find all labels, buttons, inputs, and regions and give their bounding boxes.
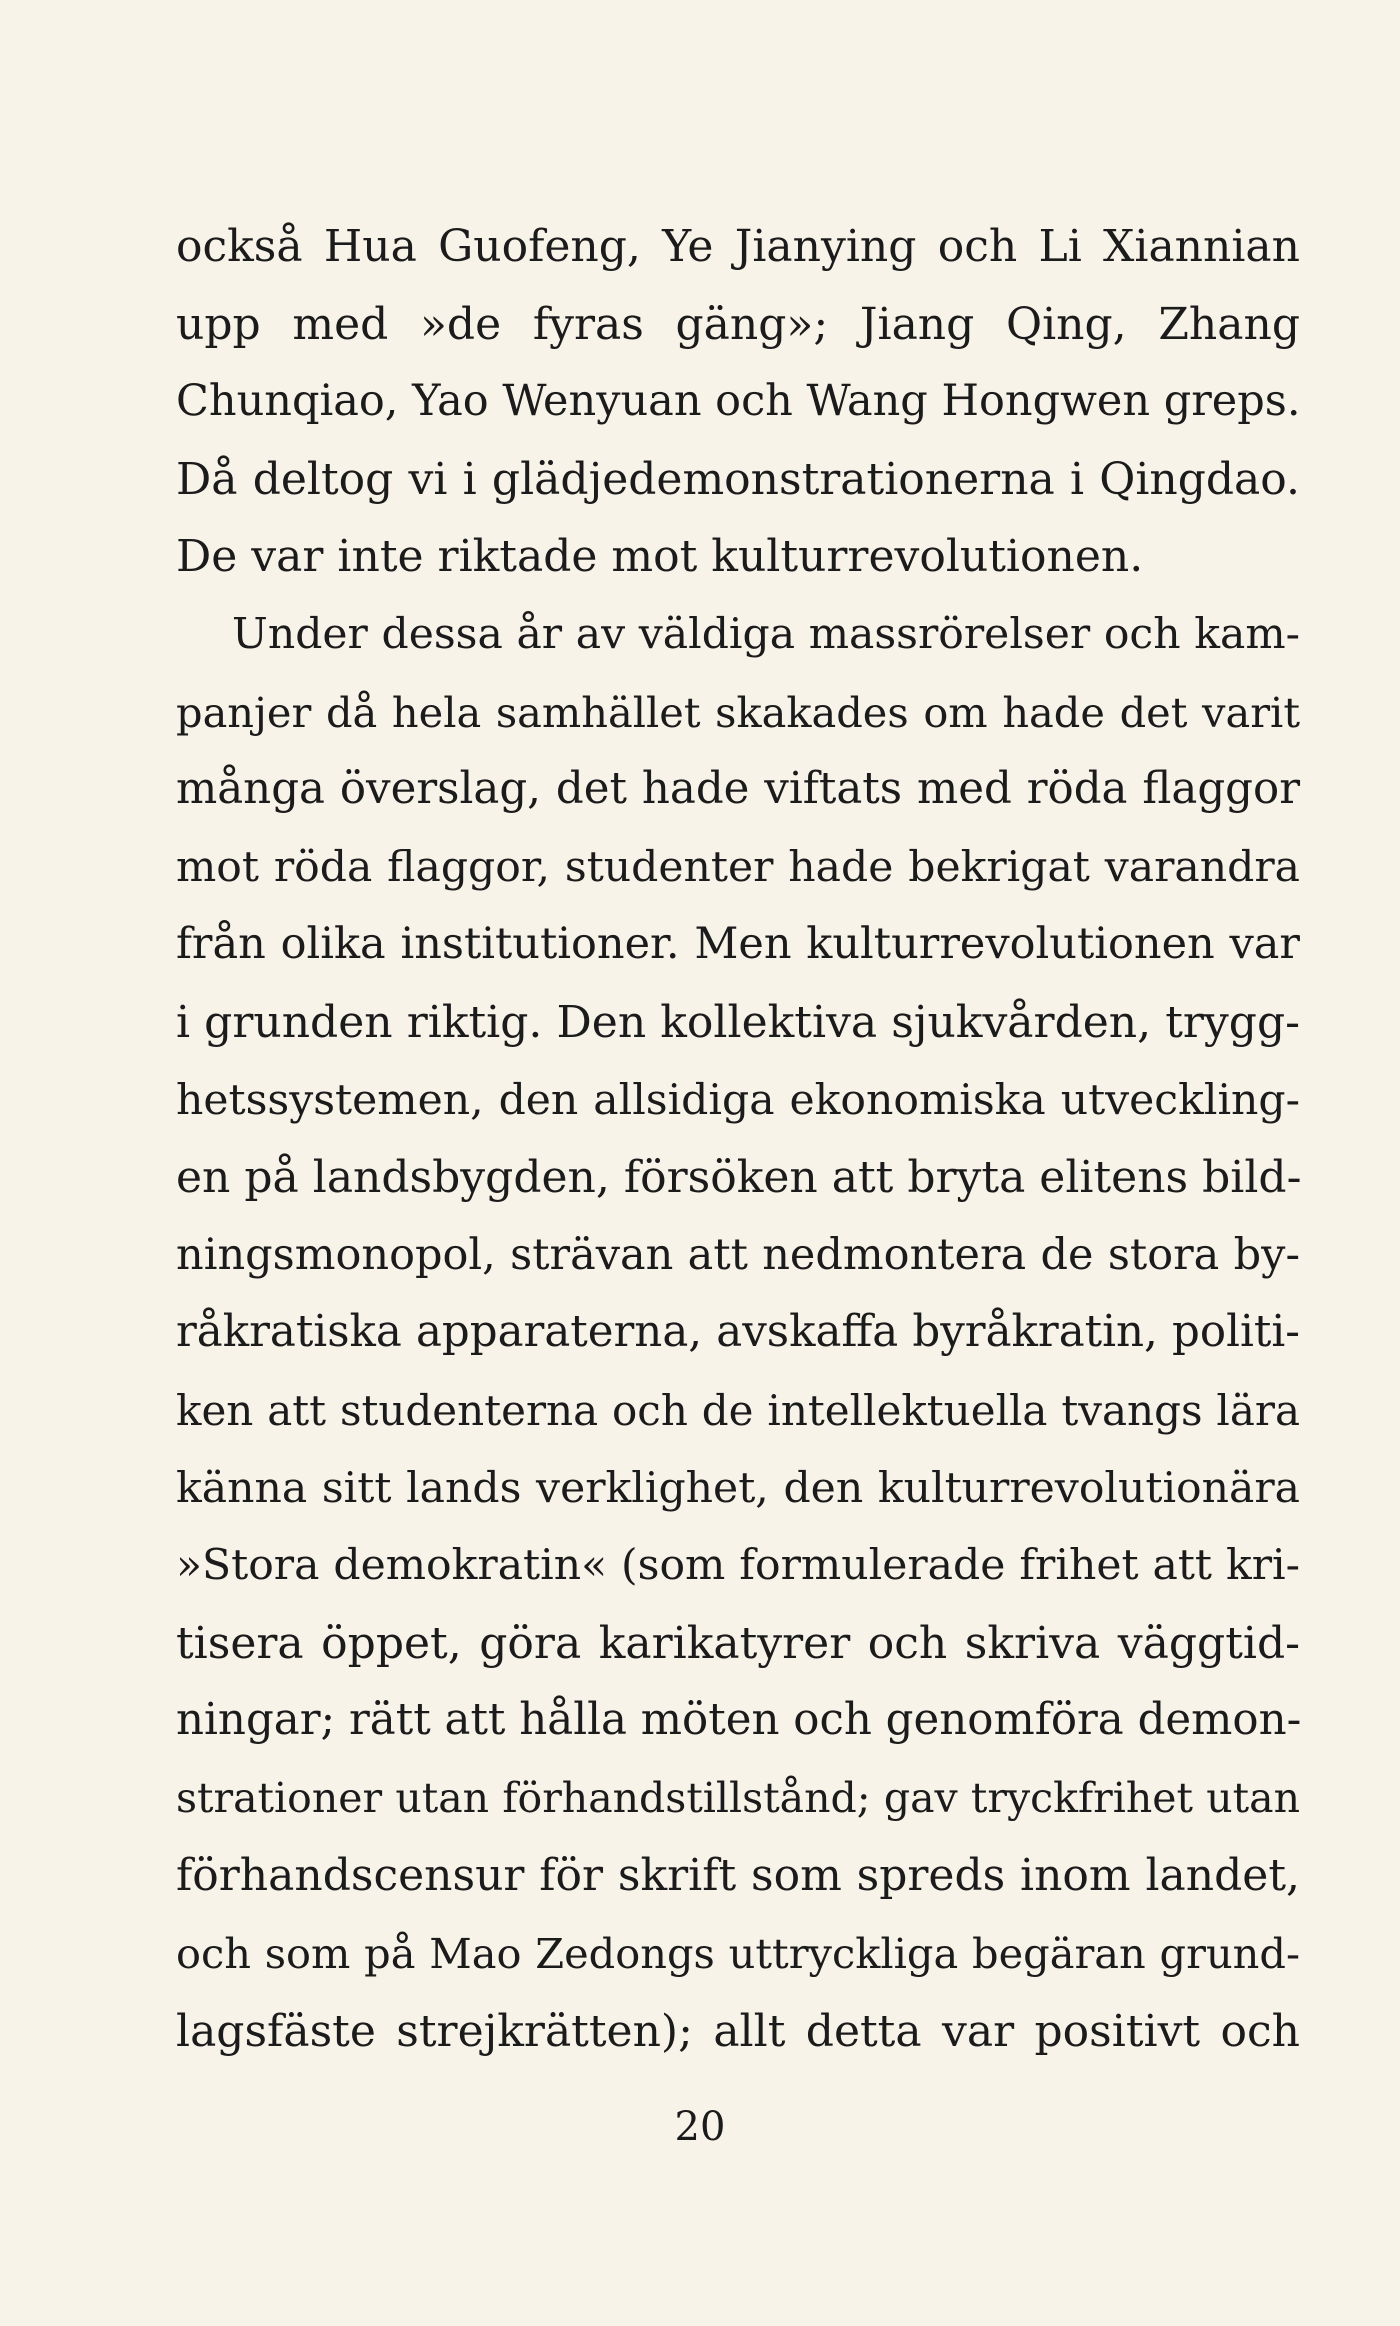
page-number: 20 bbox=[674, 2104, 726, 2150]
text-line: hetssystemen, den allsidiga ekonomiska utveckling- bbox=[176, 1075, 1300, 1125]
text-line: lagsfäste strejkrätten); allt detta var positivt och bbox=[176, 2005, 1300, 2057]
text-line: mot röda flaggor, studenter hade bekrigat varandra bbox=[176, 842, 1300, 892]
text-line: tisera öppet, göra karikatyrer och skriva väggtid- bbox=[176, 1617, 1300, 1669]
text-line: ningsmonopol, strävan att nedmontera de stora by- bbox=[176, 1229, 1300, 1280]
text-line: strationer utan förhandstillstånd; gav tryckfrihet utan bbox=[176, 1773, 1300, 1822]
text-line: ken att studenterna och de intellektuella tvangs lära bbox=[176, 1385, 1300, 1435]
text-line: också Hua Guofeng, Ye Jianying och Li Xiannian bbox=[176, 221, 1300, 272]
text-line: råkratiska apparaterna, avskaffa byråkratin, politi- bbox=[176, 1307, 1300, 1358]
body-text bbox=[176, 208, 1300, 2070]
text-line: från olika institutioner. Men kulturrevolutionen var bbox=[176, 919, 1300, 970]
text-line: De var inte riktade mot kulturrevolutionen. bbox=[176, 531, 1144, 583]
text-line: och som på Mao Zedongs uttryckliga begäran grund- bbox=[176, 1929, 1300, 1979]
text-line: i grunden riktig. Den kollektiva sjukvården, trygg- bbox=[176, 996, 1300, 1048]
paragraph-first-line: Under dessa år av väldiga massrörelser och kam- bbox=[232, 609, 1300, 659]
text-line: Då deltog vi i glädjedemonstrationerna i Qingdao. bbox=[176, 453, 1300, 505]
text-line: upp med »de fyras gäng»; Jiang Qing, Zhang bbox=[176, 298, 1300, 350]
text-line: en på landsbygden, försöken att bryta elitens bild- bbox=[176, 1152, 1302, 1204]
text-line: känna sitt lands verklighet, den kulturrevolutionära bbox=[176, 1463, 1300, 1513]
text-line: »Stora demokratin« (som formulerade frihet att kri- bbox=[176, 1541, 1300, 1591]
text-line: panjer då hela samhället skakades om hade det varit bbox=[176, 687, 1300, 737]
text-line: ningar; rätt att hålla möten och genomföra demon- bbox=[176, 1695, 1302, 1746]
text-line: Chunqiao, Yao Wenyuan och Wang Hongwen greps. bbox=[176, 376, 1301, 427]
text-line: förhandscensur för skrift som spreds inom landet, bbox=[176, 1850, 1300, 1902]
text-line: många överslag, det hade viftats med röda flaggor bbox=[176, 764, 1300, 815]
